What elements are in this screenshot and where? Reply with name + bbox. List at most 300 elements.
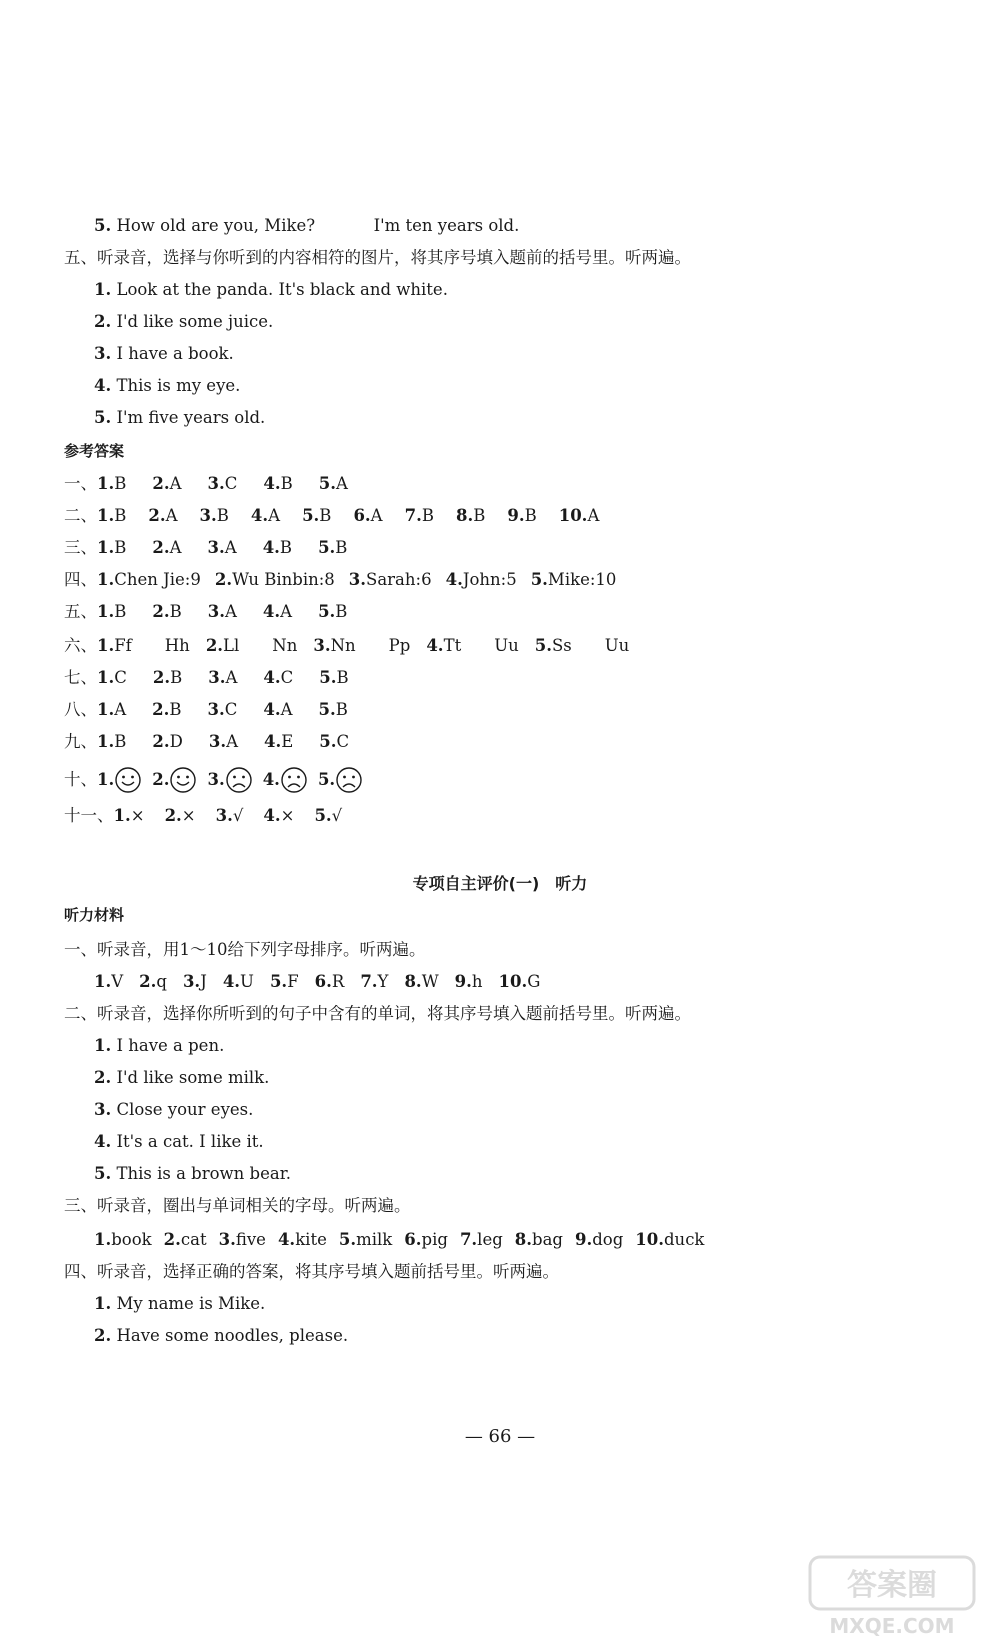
item-value: ×: [280, 806, 295, 825]
item-number: 1.: [94, 1294, 112, 1313]
sentence-line: [94, 378, 240, 395]
item-number: 2.: [164, 806, 182, 825]
answer-row-7: [64, 670, 375, 687]
answer-item: [208, 670, 237, 687]
item-number: 6.: [314, 972, 332, 991]
item-value: Mike:10: [547, 570, 617, 589]
item-value: A: [169, 538, 182, 557]
item-number: 3.: [207, 700, 225, 719]
answer-item: [349, 572, 432, 589]
item-number: 5.: [319, 732, 337, 751]
item-number: 3.: [207, 602, 225, 621]
answer-item: [152, 540, 181, 557]
item-number: 8.: [514, 1230, 533, 1249]
item-number: 3.: [199, 506, 217, 525]
item-value: B: [335, 700, 348, 719]
item-value: A: [169, 474, 182, 493]
item-number: 2.: [152, 538, 170, 557]
item-value: B: [114, 474, 127, 493]
item-number: 3.: [348, 570, 367, 589]
answer-item: [206, 638, 298, 655]
answer-item: [319, 734, 349, 751]
sentence-line: [94, 1328, 348, 1345]
material-heading: 听力材料: [64, 906, 125, 924]
answer-row-10: [64, 766, 373, 794]
item-number: 1.: [97, 770, 115, 789]
special-section-2-title: 二、听录音，选择你所听到的句子中含有的单词，将其序号填入题前括号里。听两遍。: [64, 1004, 691, 1023]
item-number: 10.: [558, 506, 588, 525]
item-value: A: [587, 506, 600, 525]
special-section-3-title: 三、听录音，圈出与单词相关的字母。听两遍。: [64, 1196, 411, 1215]
item-value: B: [169, 602, 182, 621]
answer-item: [263, 702, 292, 719]
answer-row-prefix: 七、: [64, 668, 97, 687]
answer-row-4: [64, 572, 630, 589]
item-number: 2.: [94, 312, 112, 331]
answer-item: [319, 670, 348, 687]
item-number: 2.: [152, 668, 171, 687]
item-number: 1.: [94, 280, 112, 299]
sad-face-icon: [225, 766, 253, 794]
sentence-text: I have a pen.: [116, 1036, 225, 1055]
item-number: 2.: [214, 570, 233, 589]
item-value: Y: [377, 972, 389, 991]
item-value: B: [279, 538, 293, 557]
answer-item: [152, 702, 181, 719]
item-number: 7.: [360, 972, 378, 991]
answer-row-prefix: 四、: [64, 570, 97, 589]
sentence-text: This is a brown bear.: [116, 1164, 292, 1183]
answer-item: [507, 508, 536, 525]
answer-item: [339, 1232, 392, 1249]
listening-line-5: [94, 218, 519, 235]
answer-item: [200, 508, 229, 525]
item-number: 5.: [319, 668, 337, 687]
answer-item: [94, 974, 123, 991]
item-value: A: [114, 700, 127, 719]
item-number: 3.: [208, 732, 227, 751]
answer-item: [263, 808, 294, 825]
item-value: B: [114, 538, 127, 557]
item-value: C: [336, 732, 350, 751]
item-number: 4.: [263, 668, 281, 687]
item-value: J: [200, 972, 207, 991]
item-number: 5.: [534, 636, 552, 655]
item-value: W: [421, 972, 439, 991]
answer-item: [314, 808, 342, 825]
item-number: 4.: [263, 806, 281, 825]
answer-item: [404, 974, 438, 991]
answer-item: [152, 476, 181, 493]
answer-row-prefix: 十一、: [64, 806, 114, 825]
sentence-line: [94, 282, 448, 299]
answer-row-5: [64, 604, 373, 621]
answer-item: [318, 540, 347, 557]
sentence-text: I'd like some milk.: [116, 1068, 270, 1087]
section-5-title: 五、听录音，选择与你听到的内容相符的图片，将其序号填入题前的括号里。听两遍。: [64, 248, 691, 267]
item-number: 5.: [318, 474, 336, 493]
item-number: 5.: [302, 506, 320, 525]
item-value: U: [240, 972, 254, 991]
item-number: 2.: [94, 1326, 112, 1345]
answer-item: [165, 808, 196, 825]
item-number: 10.: [635, 1230, 664, 1249]
item-number: 6.: [404, 1230, 422, 1249]
special-title: 专项自主评价(一) 听力: [412, 874, 588, 893]
answer-item: [405, 508, 434, 525]
watermark-logo: [802, 1551, 982, 1641]
item-number: 3.: [207, 474, 225, 493]
item-value: Ll Nn: [223, 636, 298, 655]
answer-item: [302, 508, 331, 525]
item-number: 5.: [317, 770, 336, 789]
item-value: kite: [295, 1230, 327, 1249]
item-number: 4.: [277, 1230, 296, 1249]
answer-item: [208, 540, 237, 557]
answer-item: [215, 572, 335, 589]
sentence-text: I have a book.: [116, 344, 234, 363]
item-value: V: [111, 972, 124, 991]
item-value: h: [471, 972, 483, 991]
sentence-text: Close your eyes.: [116, 1100, 254, 1119]
sentence-text: Have some noodles, please.: [116, 1326, 349, 1345]
item-number: 4.: [262, 770, 280, 789]
item-value: E: [281, 732, 294, 751]
answer-item: [360, 974, 388, 991]
answer-item: [139, 974, 167, 991]
answer-item: [114, 808, 145, 825]
item-number: 1.: [97, 636, 115, 655]
item-value: B: [169, 700, 182, 719]
answer-item: [263, 766, 308, 794]
item-number: 1.: [94, 1230, 112, 1249]
answer-row-9: [64, 734, 375, 751]
item-number: 4.: [262, 602, 281, 621]
item-value: A: [280, 602, 293, 621]
item-number: 7.: [459, 1230, 478, 1249]
item-number: 5.: [530, 570, 548, 589]
answer-row-prefix: 八、: [64, 700, 97, 719]
answer-item: [208, 476, 238, 493]
page-number: — 66 —: [464, 1426, 536, 1447]
item-value: milk: [356, 1230, 393, 1249]
answer-item: [404, 1232, 448, 1249]
item-number: 2.: [148, 506, 166, 525]
item-number: 10.: [498, 972, 528, 991]
item-number: 9.: [507, 506, 525, 525]
item-value: Tt Uu: [443, 636, 519, 655]
sentence-line: [94, 1070, 269, 1087]
item-value: A: [226, 732, 238, 751]
sentence-text: It's a cat. I like it.: [116, 1132, 264, 1151]
item-value: B: [216, 506, 229, 525]
item-number: 2.: [152, 732, 170, 751]
answer-item: [353, 508, 382, 525]
sentence-text: My name is Mike.: [116, 1294, 266, 1313]
answer-text: I'm ten years old.: [373, 216, 520, 235]
item-value: cat: [180, 1230, 207, 1249]
item-value: C: [224, 474, 238, 493]
item-value: leg: [477, 1230, 503, 1249]
answer-item: [313, 638, 410, 655]
answer-item: [319, 476, 348, 493]
item-value: pig: [421, 1230, 448, 1249]
item-value: A: [165, 506, 178, 525]
item-value: John:5: [462, 570, 517, 589]
answer-item: [535, 638, 630, 655]
item-value: B: [335, 538, 348, 557]
answer-item: [446, 572, 517, 589]
item-value: B: [114, 506, 127, 525]
item-value: bag: [532, 1230, 563, 1249]
item-value: √: [331, 806, 343, 825]
item-value: q: [156, 972, 167, 991]
item-number: 2.: [205, 636, 224, 655]
answer-item: [318, 766, 363, 794]
answer-row-prefix: 五、: [64, 602, 97, 621]
sentence-text: I'd like some juice.: [116, 312, 274, 331]
answer-item: [319, 702, 348, 719]
answer-row-3: [64, 540, 373, 557]
item-number: 3.: [208, 668, 226, 687]
answer-item: [318, 604, 347, 621]
special-section-3-items: [94, 1232, 716, 1249]
item-value: A: [336, 474, 348, 493]
item-number: 2.: [152, 602, 170, 621]
item-value: dog: [592, 1230, 624, 1249]
item-value: B: [336, 668, 349, 687]
item-value: Ff Hh: [114, 636, 190, 655]
item-number: 2.: [163, 1230, 181, 1249]
answer-item: [152, 766, 197, 794]
sentence-line: [94, 410, 265, 427]
answer-item: [531, 572, 617, 589]
item-number: 5.: [94, 408, 112, 427]
item-number: 3.: [94, 344, 112, 363]
answer-item: [456, 508, 485, 525]
answer-item: [575, 1232, 623, 1249]
item-number: 1.: [97, 538, 115, 557]
item-number: 3.: [94, 1100, 112, 1119]
sentence-line: [94, 1134, 264, 1151]
answer-item: [263, 476, 292, 493]
answer-item: [207, 766, 252, 794]
item-value: ×: [181, 806, 196, 825]
item-value: G: [527, 972, 541, 991]
item-number: 1.: [97, 700, 115, 719]
answer-item: [208, 604, 237, 621]
item-value: B: [319, 506, 332, 525]
answer-item: [278, 1232, 327, 1249]
answer-item: [426, 638, 518, 655]
sentence-text: Look at the panda. It's black and white.: [116, 280, 448, 299]
answer-row-6: [64, 638, 645, 655]
answer-item: [97, 604, 126, 621]
item-number: 4.: [263, 700, 281, 719]
item-number: 1.: [97, 732, 115, 751]
answer-item: [97, 702, 126, 719]
item-number: 7.: [404, 506, 422, 525]
answer-item: [263, 540, 292, 557]
item-value: A: [280, 700, 293, 719]
item-value: B: [114, 732, 127, 751]
answer-row-8: [64, 702, 374, 719]
answer-row-1: [64, 476, 374, 493]
answer-item: [264, 734, 293, 751]
item-number: 3.: [215, 806, 233, 825]
sentence-line: [94, 1038, 224, 1055]
answer-item: [153, 670, 182, 687]
item-number: 4.: [94, 1132, 112, 1151]
sentence-text: This is my eye.: [116, 376, 241, 395]
item-number: 8.: [404, 972, 422, 991]
item-value: √: [232, 806, 244, 825]
answer-row-11: [64, 808, 362, 825]
answer-item: [97, 572, 201, 589]
item-number: 5.: [94, 1164, 112, 1183]
item-number: 6.: [353, 506, 371, 525]
question-text: How old are you, Mike?: [116, 216, 316, 235]
item-number: 1.: [97, 474, 115, 493]
item-number: 2.: [152, 700, 170, 719]
item-number: 1.: [97, 506, 115, 525]
item-value: C: [114, 668, 127, 687]
item-value: book: [111, 1230, 152, 1249]
item-value: B: [524, 506, 537, 525]
item-number: 5.: [94, 216, 112, 235]
item-value: Wu Binbin:8: [232, 570, 335, 589]
item-number: 2.: [94, 1068, 112, 1087]
answer-item: [97, 766, 142, 794]
answer-item: [251, 508, 280, 525]
item-number: 1.: [94, 1036, 112, 1055]
sentence-line: [94, 346, 234, 363]
item-number: 1.: [113, 806, 131, 825]
item-value: C: [224, 700, 238, 719]
answer-item: [635, 1232, 704, 1249]
answer-row-2: [64, 508, 621, 525]
svg-text:答案圈: 答案圈: [847, 1568, 937, 1603]
item-number: 3.: [313, 636, 331, 655]
answer-item: [263, 670, 293, 687]
smiling-face-icon: [114, 766, 142, 794]
answer-item: [208, 702, 238, 719]
item-value: ×: [130, 806, 145, 825]
item-value: B: [280, 474, 293, 493]
item-value: B: [170, 668, 183, 687]
special-section-1-items: [94, 974, 556, 991]
item-number: 8.: [455, 506, 474, 525]
item-value: Sarah:6: [366, 570, 432, 589]
answer-row-prefix: 十、: [64, 770, 97, 789]
item-number: 4.: [263, 474, 281, 493]
item-number: 4.: [426, 636, 444, 655]
item-value: five: [235, 1230, 266, 1249]
item-number: 1.: [97, 668, 115, 687]
item-number: 5.: [269, 972, 288, 991]
answer-item: [219, 1232, 266, 1249]
sentence-line: [94, 314, 273, 331]
item-value: Ss Uu: [551, 636, 630, 655]
item-value: A: [268, 506, 281, 525]
item-number: 3.: [218, 1230, 236, 1249]
item-number: 2.: [139, 972, 157, 991]
answer-row-prefix: 二、: [64, 506, 97, 525]
answer-row-prefix: 一、: [64, 474, 97, 493]
item-value: A: [225, 668, 238, 687]
item-number: 5.: [318, 538, 336, 557]
item-value: B: [335, 602, 348, 621]
sentence-line: [94, 1296, 265, 1313]
item-number: 1.: [97, 570, 115, 589]
item-number: 3.: [207, 538, 225, 557]
answer-item: [164, 1232, 207, 1249]
answer-item: [559, 508, 600, 525]
answer-item: [152, 734, 182, 751]
item-value: B: [114, 602, 127, 621]
answer-row-prefix: 九、: [64, 732, 97, 751]
item-number: 4.: [250, 506, 269, 525]
answer-item: [209, 734, 238, 751]
item-value: R: [331, 972, 345, 991]
answer-item: [263, 604, 292, 621]
item-value: D: [169, 732, 183, 751]
item-value: B: [473, 506, 486, 525]
item-number: 4.: [262, 538, 280, 557]
item-number: 4.: [445, 570, 463, 589]
answer-item: [270, 974, 299, 991]
answer-item: [97, 734, 126, 751]
item-number: 3.: [182, 972, 201, 991]
item-value: A: [370, 506, 383, 525]
item-value: Chen Jie:9: [114, 570, 201, 589]
answer-item: [97, 508, 126, 525]
answer-item: [315, 974, 345, 991]
answer-item: [152, 604, 181, 621]
sentence-line: [94, 1102, 253, 1119]
item-number: 2.: [152, 770, 170, 789]
answer-item: [499, 974, 541, 991]
answers-heading: 参考答案: [64, 442, 125, 460]
item-number: 9.: [454, 972, 472, 991]
item-value: C: [280, 668, 294, 687]
item-number: 3.: [207, 770, 225, 789]
smiling-face-icon: [169, 766, 197, 794]
item-number: 4.: [264, 732, 282, 751]
special-section-1-title: 一、听录音，用1～10给下列字母排序。听两遍。: [64, 940, 426, 959]
answer-item: [97, 638, 190, 655]
item-number: 1.: [97, 602, 115, 621]
special-section-4-title: 四、听录音，选择正确的答案，将其序号填入题前括号里。听两遍。: [64, 1262, 559, 1281]
answer-item: [216, 808, 244, 825]
answer-item: [455, 974, 483, 991]
answer-item: [460, 1232, 503, 1249]
item-value: A: [224, 538, 237, 557]
answer-item: [183, 974, 207, 991]
item-value: B: [421, 506, 434, 525]
answer-item: [94, 1232, 152, 1249]
item-value: Nn Pp: [330, 636, 411, 655]
answer-row-prefix: 三、: [64, 538, 97, 557]
item-number: 1.: [94, 972, 112, 991]
item-number: 9.: [574, 1230, 593, 1249]
sad-face-icon: [280, 766, 308, 794]
sentence-text: I'm five years old.: [116, 408, 266, 427]
answer-item: [223, 974, 254, 991]
item-value: F: [287, 972, 299, 991]
sad-face-icon: [335, 766, 363, 794]
answer-row-prefix: 六、: [64, 636, 97, 655]
